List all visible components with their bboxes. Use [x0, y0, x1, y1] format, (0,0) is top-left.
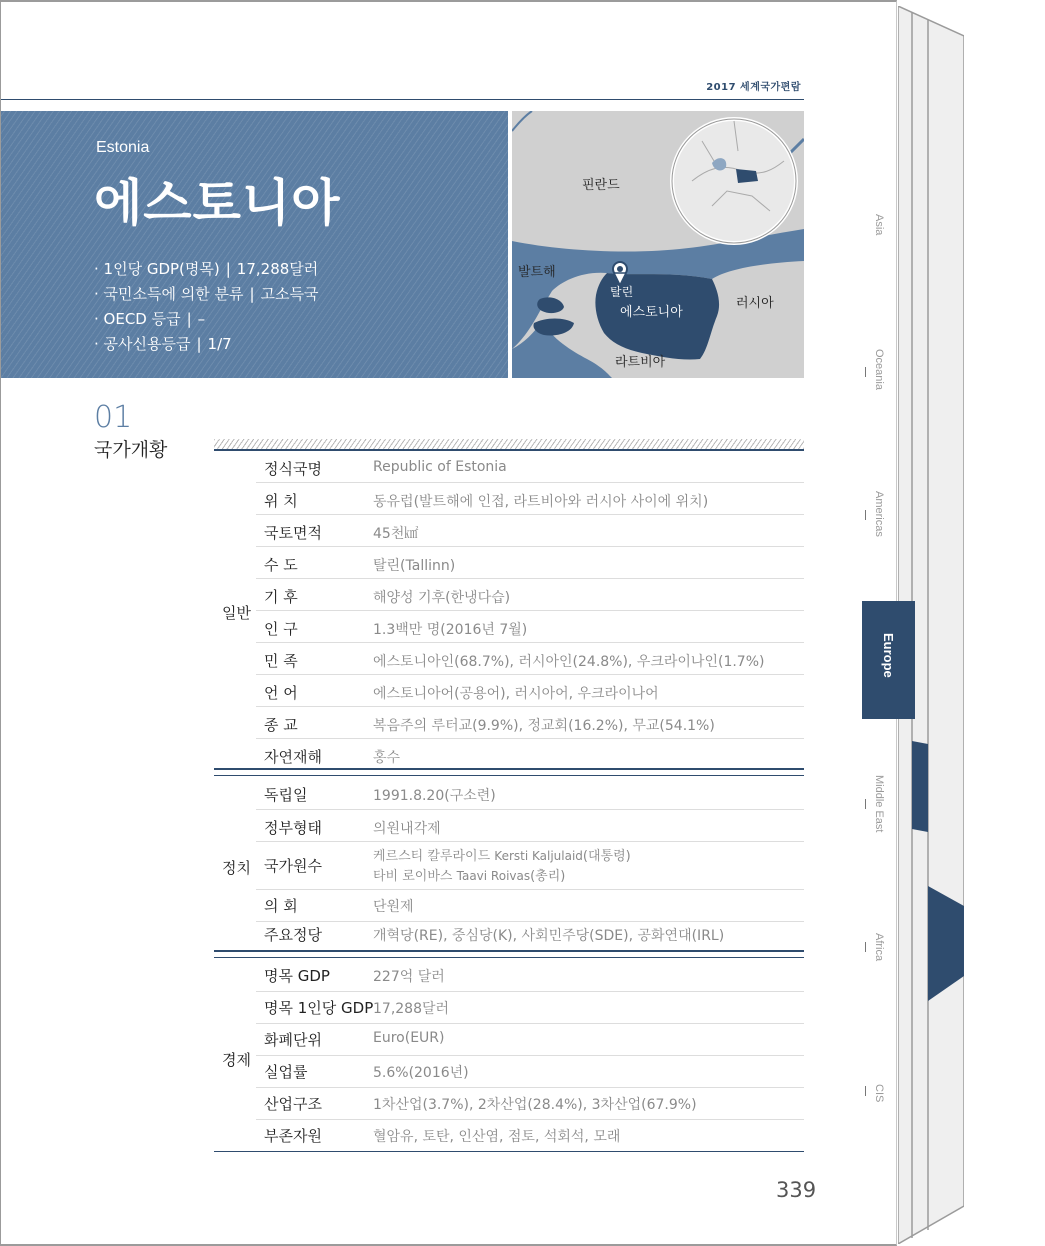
row-value: 혈암유, 토탄, 인산염, 점토, 석회석, 모래: [373, 1129, 621, 1145]
fact-label: · OECD 등급: [94, 310, 181, 328]
tab-tick: [865, 942, 866, 952]
row-key: 수 도: [264, 556, 298, 574]
row-value: 5.6%(2016년): [373, 1065, 469, 1081]
fact-value: 고소득국: [260, 285, 319, 303]
side-tab-middle-east[interactable]: Middle East: [873, 775, 885, 833]
table-row: [256, 1088, 804, 1120]
map-label-finland: 핀란드: [582, 178, 620, 193]
prime-minister-name-en: Taavi Roivas: [456, 869, 531, 883]
side-tab-africa[interactable]: Africa: [873, 933, 885, 962]
table-row: [256, 992, 804, 1024]
table-row: [256, 643, 804, 675]
row-key: 정부형태: [264, 819, 322, 837]
group-rule: [214, 950, 804, 952]
tab-tick: [865, 1086, 866, 1096]
country-banner: [1, 111, 804, 378]
side-tab-asia[interactable]: Asia: [873, 214, 885, 236]
prime-minister-name-ko: 타비 로이바스: [373, 869, 457, 884]
row-key: 자연재해: [264, 748, 322, 766]
group-label-politics: 정치: [222, 859, 251, 877]
row-value: 개혁당(RE), 중심당(K), 사회민주당(SDE), 공화연대(IRL): [373, 928, 725, 944]
table-row: [256, 739, 804, 767]
map-graphic: [512, 111, 804, 378]
country-name-ko: 에스토니아: [94, 174, 341, 232]
head-of-state-name-en: Kersti Kaljulaid: [494, 849, 583, 863]
row-key: 국토면적: [264, 524, 322, 542]
map-label-baltic-sea: 발트해: [518, 265, 556, 280]
row-value: 에스토니아어(공용어), 러시아어, 우크라이나어: [373, 686, 659, 702]
row-value: 단원제: [373, 899, 414, 915]
head-of-state-name-ko: 케르스티 칼루라이드: [373, 849, 495, 864]
tab-tick: [865, 510, 866, 520]
row-key: 명목 GDP: [264, 967, 330, 985]
fact-item: · 1인당 GDP(명목) | 17,288달러: [94, 260, 319, 278]
row-key: 위 치: [264, 492, 298, 510]
fact-item: · 공사신용등급 | 1/7: [94, 335, 232, 353]
table-row: [256, 451, 804, 483]
map-label-latvia: 라트비아: [615, 355, 666, 370]
fact-item: · 국민소득에 의한 분류 | 고소득국: [94, 285, 319, 303]
row-value: 1991.8.20(구소련): [373, 788, 496, 804]
side-tab-oceania[interactable]: Oceania: [873, 349, 885, 390]
table-row: [256, 842, 804, 890]
row-value: 복음주의 루터교(9.9%), 정교회(16.2%), 무교(54.1%): [373, 718, 715, 734]
header-rule: [1, 99, 804, 100]
table-row: [256, 960, 804, 992]
fact-label: · 1인당 GDP(명목): [94, 260, 220, 278]
table-row: [256, 922, 804, 950]
table-row: [256, 515, 804, 547]
country-name-en: Estonia: [96, 139, 150, 156]
fact-label: · 공사신용등급: [94, 335, 191, 353]
map-label-estonia: 에스토니아: [620, 305, 683, 320]
row-value: Euro(EUR): [373, 1030, 445, 1046]
row-key: 인 구: [264, 620, 298, 638]
row-key: 정식국명: [264, 460, 322, 478]
side-tab-europe-active[interactable]: [862, 601, 915, 719]
row-key: 국가원수: [264, 857, 322, 875]
fact-item: · OECD 등급 | –: [94, 310, 206, 328]
row-key: 산업구조: [264, 1095, 322, 1113]
tab-tick: [865, 367, 866, 377]
table-bottom-rule: [214, 1151, 804, 1152]
fact-value: –: [197, 310, 206, 328]
tab-tick: [865, 799, 866, 809]
row-value: 홍수: [373, 750, 401, 766]
table-row: [256, 547, 804, 579]
row-key: 민 족: [264, 652, 298, 670]
row-value: 45천㎢: [373, 526, 419, 542]
row-value: 의원내각제: [373, 821, 441, 837]
row-key: 화폐단위: [264, 1031, 322, 1049]
running-head: 2017 세계국가편람: [706, 82, 801, 93]
map-label-russia: 러시아: [736, 296, 774, 311]
section-number: 01: [94, 400, 133, 435]
key-facts-list: [94, 257, 319, 357]
row-key: 명목 1인당 GDP: [264, 999, 374, 1017]
fact-value: 17,288달러: [236, 260, 319, 278]
side-tab-europe-label: Europe: [881, 633, 896, 678]
row-key: 종 교: [264, 716, 298, 734]
row-key: 독립일: [264, 786, 308, 804]
table-row: [256, 707, 804, 739]
estonia-map: [512, 111, 804, 378]
table-row: [256, 675, 804, 707]
row-key: 주요정당: [264, 926, 322, 944]
page-number: 339: [776, 1178, 817, 1202]
row-key: 부존자원: [264, 1127, 322, 1145]
table-row: [256, 1056, 804, 1088]
table-row: [256, 483, 804, 515]
country-info-table: [214, 449, 804, 1153]
side-tab-americas[interactable]: Americas: [873, 491, 885, 537]
group-label-economy: 경제: [222, 1051, 251, 1069]
table-row: [256, 890, 804, 922]
section-hatch-rule: [214, 439, 804, 449]
table-row: [256, 810, 804, 842]
table-row: [256, 611, 804, 643]
group-rule-thin: [214, 957, 804, 958]
fact-value: 1/7: [207, 335, 232, 353]
row-value: 동유럽(발트해에 인접, 라트비아와 러시아 사이에 위치): [373, 494, 709, 510]
row-key: 실업률: [264, 1063, 308, 1081]
banner-info-panel: [1, 111, 508, 378]
row-value: 1.3백만 명(2016년 7월): [373, 622, 528, 638]
prime-minister-role: (총리): [530, 869, 566, 884]
table-row: [256, 778, 804, 810]
table-row: [256, 1120, 804, 1152]
side-tab-cis[interactable]: CIS: [873, 1084, 885, 1103]
row-value: 에스토니아인(68.7%), 러시아인(24.8%), 우크라이나인(1.7%): [373, 654, 765, 670]
group-label-general: 일반: [222, 604, 251, 622]
row-value: 1차산업(3.7%), 2차산업(28.4%), 3차산업(67.9%): [373, 1097, 697, 1113]
row-value-line: [373, 865, 565, 884]
head-of-state-role: (대통령): [582, 849, 631, 864]
row-value: 탈린(Tallinn): [373, 558, 456, 574]
row-value: 17,288달러: [373, 1001, 450, 1017]
row-value: Republic of Estonia: [373, 459, 507, 475]
row-value: 227억 달러: [373, 969, 445, 985]
row-value: 해양성 기후(한냉다습): [373, 590, 511, 606]
row-key: 의 회: [264, 897, 298, 915]
table-row: [256, 1024, 804, 1056]
row-value-line: [373, 845, 631, 864]
group-rule-thin: [214, 775, 804, 776]
table-row: [256, 579, 804, 611]
section-title: 국가개황: [94, 439, 168, 461]
group-rule: [214, 768, 804, 770]
map-label-tallinn: 탈린: [610, 285, 634, 299]
row-key: 기 후: [264, 588, 298, 606]
row-key: 언 어: [264, 684, 298, 702]
fact-label: · 국민소득에 의한 분류: [94, 285, 244, 303]
